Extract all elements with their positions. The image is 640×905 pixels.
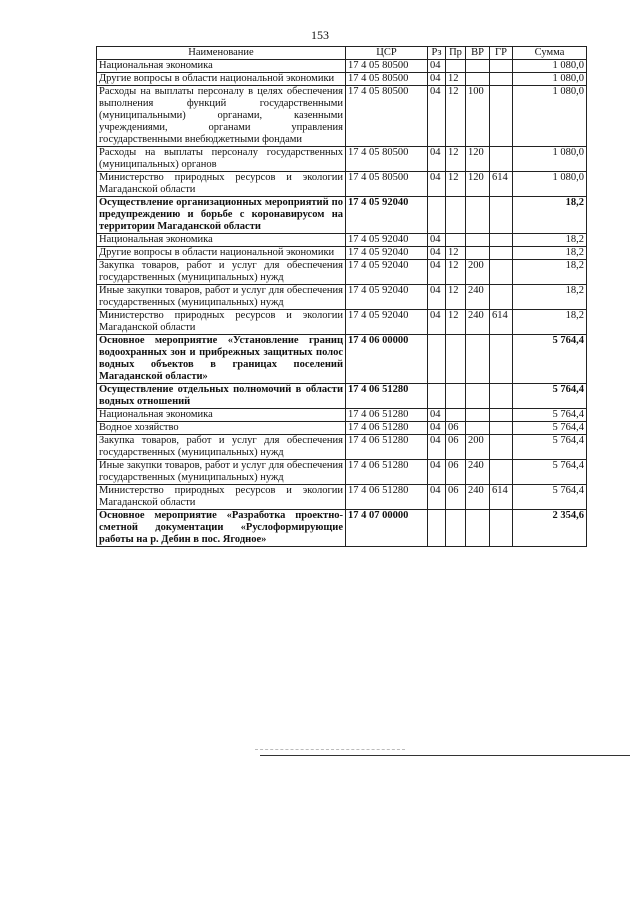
table-row [97, 510, 587, 547]
table-row [97, 310, 587, 335]
cell-rz [428, 335, 446, 384]
cell-vr [466, 335, 490, 384]
cell-gr [490, 197, 513, 234]
cell-gr [490, 247, 513, 260]
cell-sum: 5 764,4 [513, 460, 587, 485]
cell-name: Иные закупки товаров, работ и услуг для обеспечения государственных (муниципальных) нужд [97, 285, 346, 310]
cell-pr [446, 409, 466, 422]
table-row [97, 460, 587, 485]
footer-rule [260, 755, 630, 756]
cell-name: Другие вопросы в области национальной экономики [97, 247, 346, 260]
cell-csr: 17 4 06 51280 [346, 435, 428, 460]
table-row [97, 260, 587, 285]
cell-pr: 12 [446, 247, 466, 260]
cell-gr [490, 435, 513, 460]
cell-pr: 12 [446, 310, 466, 335]
cell-csr: 17 4 05 80500 [346, 147, 428, 172]
cell-csr: 17 4 06 51280 [346, 460, 428, 485]
cell-gr [490, 422, 513, 435]
cell-name: Закупка товаров, работ и услуг для обеспечения государственных (муниципальных) нужд [97, 435, 346, 460]
cell-name: Национальная экономика [97, 234, 346, 247]
table-row [97, 435, 587, 460]
table-row [97, 485, 587, 510]
cell-rz: 04 [428, 435, 446, 460]
cell-csr: 17 4 05 92040 [346, 285, 428, 310]
budget-table [96, 46, 587, 547]
cell-pr [446, 510, 466, 547]
cell-rz: 04 [428, 285, 446, 310]
cell-rz: 04 [428, 310, 446, 335]
cell-rz: 04 [428, 73, 446, 86]
cell-gr [490, 409, 513, 422]
table-header-row [97, 47, 587, 60]
table-row [97, 147, 587, 172]
table-row [97, 409, 587, 422]
cell-sum: 18,2 [513, 285, 587, 310]
cell-name: Иные закупки товаров, работ и услуг для обеспечения государственных (муниципальных) нужд [97, 460, 346, 485]
cell-vr [466, 510, 490, 547]
cell-pr: 06 [446, 435, 466, 460]
cell-vr: 120 [466, 172, 490, 197]
cell-vr [466, 409, 490, 422]
cell-rz: 04 [428, 172, 446, 197]
cell-csr: 17 4 05 80500 [346, 172, 428, 197]
cell-csr: 17 4 05 80500 [346, 86, 428, 147]
cell-pr: 06 [446, 460, 466, 485]
cell-gr [490, 460, 513, 485]
table-row [97, 172, 587, 197]
page-number: 153 [311, 28, 329, 42]
cell-gr [490, 285, 513, 310]
cell-sum: 18,2 [513, 310, 587, 335]
table-row [97, 60, 587, 73]
header-name: Наименование [97, 47, 346, 60]
cell-sum: 18,2 [513, 247, 587, 260]
cell-gr [490, 234, 513, 247]
cell-name: Национальная экономика [97, 60, 346, 73]
cell-name: Другие вопросы в области национальной экономики [97, 73, 346, 86]
cell-sum: 2 354,6 [513, 510, 587, 547]
header-csr: ЦСР [346, 47, 428, 60]
cell-rz [428, 197, 446, 234]
cell-rz: 04 [428, 422, 446, 435]
cell-sum: 1 080,0 [513, 60, 587, 73]
cell-sum: 18,2 [513, 197, 587, 234]
footer-dashed-rule [255, 749, 405, 750]
cell-pr [446, 335, 466, 384]
cell-vr: 240 [466, 285, 490, 310]
cell-vr [466, 247, 490, 260]
cell-pr [446, 60, 466, 73]
cell-csr: 17 4 05 92040 [346, 234, 428, 247]
table-body [97, 60, 587, 547]
cell-gr [490, 384, 513, 409]
cell-gr [490, 147, 513, 172]
cell-csr: 17 4 05 92040 [346, 260, 428, 285]
cell-rz [428, 384, 446, 409]
cell-csr: 17 4 06 51280 [346, 409, 428, 422]
cell-sum: 5 764,4 [513, 409, 587, 422]
cell-sum: 1 080,0 [513, 86, 587, 147]
cell-name: Расходы на выплаты персоналу государственных (муниципальных) органов [97, 147, 346, 172]
cell-gr [490, 510, 513, 547]
cell-gr [490, 86, 513, 147]
cell-pr: 12 [446, 147, 466, 172]
cell-rz: 04 [428, 147, 446, 172]
cell-pr: 12 [446, 73, 466, 86]
cell-pr: 06 [446, 485, 466, 510]
cell-gr [490, 60, 513, 73]
cell-name: Министерство природных ресурсов и экологии Магаданской области [97, 485, 346, 510]
cell-gr: 614 [490, 172, 513, 197]
table-row [97, 197, 587, 234]
cell-name: Закупка товаров, работ и услуг для обеспечения государственных (муниципальных) нужд [97, 260, 346, 285]
cell-rz: 04 [428, 247, 446, 260]
cell-pr: 12 [446, 260, 466, 285]
cell-name: Министерство природных ресурсов и экологии Магаданской области [97, 172, 346, 197]
cell-name: Водное хозяйство [97, 422, 346, 435]
cell-name: Основное мероприятие «Установление границ водоохранных зон и прибрежных защитных полос водных объектов в границах поселений Магаданской области» [97, 335, 346, 384]
cell-csr: 17 4 06 51280 [346, 422, 428, 435]
cell-csr: 17 4 05 92040 [346, 197, 428, 234]
cell-csr: 17 4 07 00000 [346, 510, 428, 547]
cell-gr [490, 73, 513, 86]
cell-gr [490, 335, 513, 384]
cell-vr: 240 [466, 485, 490, 510]
cell-csr: 17 4 06 51280 [346, 384, 428, 409]
cell-vr: 240 [466, 310, 490, 335]
cell-csr: 17 4 05 92040 [346, 247, 428, 260]
cell-pr: 12 [446, 172, 466, 197]
cell-sum: 5 764,4 [513, 422, 587, 435]
cell-pr: 12 [446, 86, 466, 147]
cell-name: Осуществление отдельных полномочий в области водных отношений [97, 384, 346, 409]
table-row [97, 335, 587, 384]
header-gr: ГР [490, 47, 513, 60]
cell-rz: 04 [428, 460, 446, 485]
cell-sum: 1 080,0 [513, 172, 587, 197]
cell-gr: 614 [490, 485, 513, 510]
table-row [97, 285, 587, 310]
cell-csr: 17 4 06 51280 [346, 485, 428, 510]
cell-vr: 100 [466, 86, 490, 147]
cell-vr [466, 422, 490, 435]
cell-rz: 04 [428, 60, 446, 73]
cell-csr: 17 4 06 00000 [346, 335, 428, 384]
cell-rz: 04 [428, 409, 446, 422]
cell-vr [466, 384, 490, 409]
cell-pr [446, 197, 466, 234]
cell-vr: 200 [466, 435, 490, 460]
cell-rz: 04 [428, 86, 446, 147]
table-row [97, 384, 587, 409]
cell-sum: 5 764,4 [513, 335, 587, 384]
cell-sum: 5 764,4 [513, 485, 587, 510]
cell-gr [490, 260, 513, 285]
cell-name: Основное мероприятие «Разработка проектно-сметной документации «Руслоформирующие работы на р. Дебин в пос. Ягодное» [97, 510, 346, 547]
header-rz: Рз [428, 47, 446, 60]
cell-pr [446, 384, 466, 409]
cell-pr: 12 [446, 285, 466, 310]
cell-sum: 1 080,0 [513, 73, 587, 86]
cell-name: Расходы на выплаты персоналу в целях обеспечения выполнения функций государственными (муниципальными) органами, казенными учреждениями, органами управления государственными внебюджетными фондами [97, 86, 346, 147]
cell-name: Министерство природных ресурсов и экологии Магаданской области [97, 310, 346, 335]
table-row [97, 422, 587, 435]
cell-rz [428, 510, 446, 547]
cell-csr: 17 4 05 80500 [346, 60, 428, 73]
cell-sum: 18,2 [513, 234, 587, 247]
header-pr: Пр [446, 47, 466, 60]
cell-sum: 5 764,4 [513, 435, 587, 460]
header-vr: ВР [466, 47, 490, 60]
table-row [97, 73, 587, 86]
cell-vr: 200 [466, 260, 490, 285]
cell-rz: 04 [428, 260, 446, 285]
header-sum: Сумма [513, 47, 587, 60]
table-row [97, 247, 587, 260]
cell-csr: 17 4 05 92040 [346, 310, 428, 335]
cell-vr: 120 [466, 147, 490, 172]
cell-sum: 1 080,0 [513, 147, 587, 172]
cell-gr: 614 [490, 310, 513, 335]
table-row [97, 234, 587, 247]
cell-pr: 06 [446, 422, 466, 435]
cell-sum: 5 764,4 [513, 384, 587, 409]
cell-vr [466, 197, 490, 234]
table-row [97, 86, 587, 147]
cell-vr [466, 234, 490, 247]
cell-vr [466, 73, 490, 86]
cell-sum: 18,2 [513, 260, 587, 285]
cell-csr: 17 4 05 80500 [346, 73, 428, 86]
cell-rz: 04 [428, 234, 446, 247]
cell-vr: 240 [466, 460, 490, 485]
cell-vr [466, 60, 490, 73]
cell-name: Осуществление организационных мероприятий по предупреждению и борьбе с коронавирусом на территории Магаданской области [97, 197, 346, 234]
cell-name: Национальная экономика [97, 409, 346, 422]
cell-rz: 04 [428, 485, 446, 510]
cell-pr [446, 234, 466, 247]
